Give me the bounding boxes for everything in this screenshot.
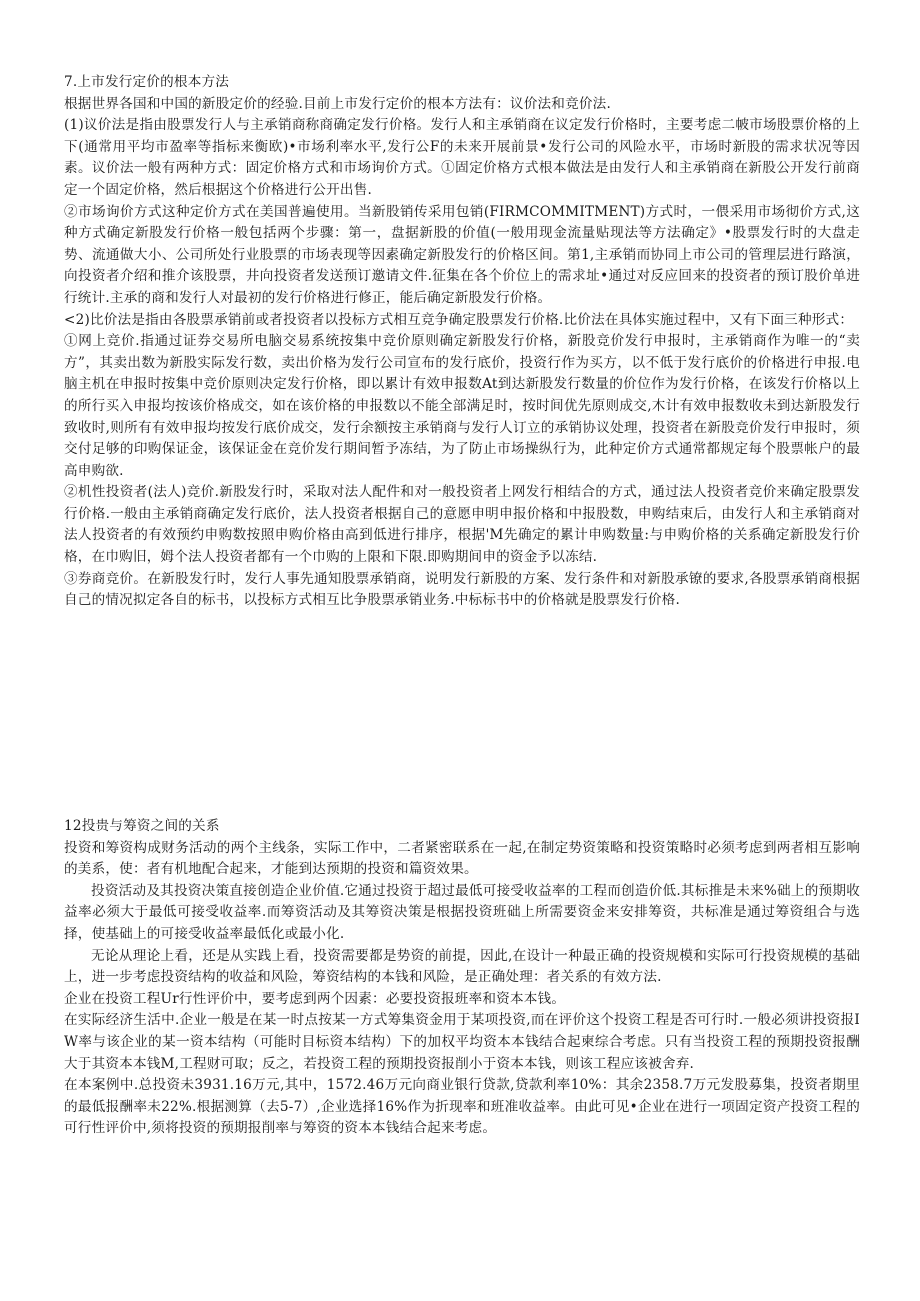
section-heading: 12投贵与筹资之间的关系 (64, 818, 220, 834)
paragraph-feasibility-factors: 企业在投资工程Ur行性评价中，要考虑到两个因素：必要投资报班率和资本本钱。 (64, 990, 566, 1007)
paragraph-case-study: 在本案例中.总投资未3931.16万元,其中，1572.46万元向商业银行贷款,贷款利率10%：其余2358.7万元发股募集，投资者期里的最低报酬率未22%.根据测算（去5-7）,企业选择16%作为折现率和班准收益率。由此可见•企业在进行一项固定资产投资工程的可行性评价中,须将投资的预期报削率与筹资的资本本钱结合起来考虑。 (64, 1077, 860, 1137)
section-investment-financing (64, 816, 860, 1140)
paragraph-bidding-method: <2)比价法是指由各股票承销前或者投资者以投标方式相互竞争确定股票发行价格.比价法在具体实施过程中，又有下面三种形式： (64, 311, 854, 328)
paragraph-economic-practice: 在实际经济生活中.企业一般是在某一时点按某一方式筹集资金用于某项投资,而在评价这个投资工程是否可行时.一般必须讲投资报IW率与该企业的某一资本结构（可能时目标资本结构）下的加权平均资本本钱结合起柬综合考虑。只有当投资工程的预期投资报酬大于其资本本钱M,工程财可取；反之，若投资工程的预期投资报削小于资本本钱，则该工程应该被舍弃. (64, 1012, 860, 1072)
paragraph-negotiation-method: (1)议价法是指由股票发行人与主承销商称商确定发行价格。发行人和主承销商在议定发行价格时，主要考虑二帔市场股票价格的上下(通常用平均市盈率等指标来衡欧)•市场利率水平,发行公F的未来开展前景•发行公司的风险水平，市场时新股的需求状况等因素。议价法一般有两种方式：固定价格方式和市场询价方式。①固定价格方式根本做法是由发行人和主承销商在新股公开发行前商定一个固定价格，然后根据这个价格进行公开出售. (64, 117, 860, 198)
paragraph-online-bidding: ①网上竞价.指通过证券交易所电脑交易系统按集中竞价原则确定新股发行价格，新股竞价发行申报时，主承销商作为唯一的“卖方”，其卖出数为新股实际发行数，卖出价格为发行公司宣布的发行底价，投资行作为买方，以不低于发行底价的价格进行申报.电脑主机在申报时按集中竞价原则决定发行价格，即以累计有效申报数At到达新股发行数量的价位作为发行价格，在该发行价格以上的所行买入申报均按该价格成交，如在该价格的申报数以不能全部满足时，按时间优先原则成交,木计有效申报数收未到达新股发行致收时,则所有有效申报均按发行底价成交，发行余额按主承销商与发行人订立的承销协议处理，投资者在新股竞价发行申报时，须交付足够的印购保证金，该保证金在竞价发行期间暂予冻结，为了防止市场操纵行为，此种定价方式通常都规定每个股票帐户的最高申购欲. (64, 333, 860, 479)
section-heading: 7.上市发行定价的根本方法 (64, 74, 230, 90)
paragraph-institutional-bidding: ②机性投资者(法人)竞价.新股发行时，采取对法人配件和对一般投资者上网发行相结合的方式，通过法人投资者竞价来确定股票发行价格.一般由主承销商确定发行底价，法人投资者根据自己的意愿申明申报价格和中报股数，申购结束后，由发行人和主承销商对法人投资者的有效预约申购数按照申购价格由高到低进行排序，根据'M先确定的累计申购数量:与申购价格的关系确定新股发行价格，在巾购旧，姆个法人投资者都有一个巾购的上限和下限.即购期间申的资金予以冻结. (64, 484, 860, 566)
paragraph-investment-decisions: 投资活动及其投资决策直接创造企业价值.它通过投资于超过最低可接受收益率的工程而创造价低.其标推是未来%础上的预期收益率必须大于最低可接受收益率.而筹资活动及其筹资决策是根据投资班础上所需要资金来安排筹资，共标准是通过筹资组合与选择，使基础上的可接受收益率最低化或最小化. (64, 882, 860, 942)
paragraph-broker-bidding: ③券商竞价。在新股发行时，发行人事先通知股票承销商，说明发行新股的方案、发行条件和对新股承镣的要求,各股票承销商根据自己的情况拟定各自的标书，以投标方式相互比争股票承销业务.中标标书中的价格就是股票发行价格. (64, 570, 860, 609)
section-pricing-methods (64, 72, 860, 612)
paragraph-main-lines: 投资和筹资构成财务活动的两个主线条，实际工作中，二者紧密联系在一起,在制定势资策略和投资策略时必须考虑到两者相互影响的美系，使：者有机地配合起来，才能到达预期的投资和篇资效果。 (64, 839, 860, 878)
paragraph-market-inquiry: ②市场询价方式这种定价方式在美国普遍使用。当新股销传采用包销(FIRMCOMMITMENT)方式时，一偎采用市场彻价方式,这种方式确定新股发行价格一般包括两个步骤：第一，盘据新股的价值(一般用现金流量贴现法等方法确定》•股票发行时的大盘走势、流通做大小、公司所处行业股票的市场表现等因素确定新股发行的价格区间。第1,主承销而协同上市公司的管理层进行路演，向投资者介绍和推介该股票，井向投资者发送预订邀请文件.征集在各个价位上的需求址•通过对反应回来的投资者的预订股价单进行统计.主承的商和发行人对最初的发行价格进行修正，能后确定新股发行价格。 (64, 203, 860, 306)
paragraph-theory-practice: 无论从理论上看，还是从实践上看，投资需要都是势资的前提，因此,在设计一种最正确的投资规模和实际可行投资规模的基础上，进一步考虑投资结构的收益和风险，筹资结构的本钱和风险，是正确处理：者关系的有效方法. (64, 947, 860, 986)
paragraph-intro: 根据世界各国和中国的新股定价的经验.目前上市发行定价的根本方法有：议价法和竞价法. (64, 95, 611, 112)
